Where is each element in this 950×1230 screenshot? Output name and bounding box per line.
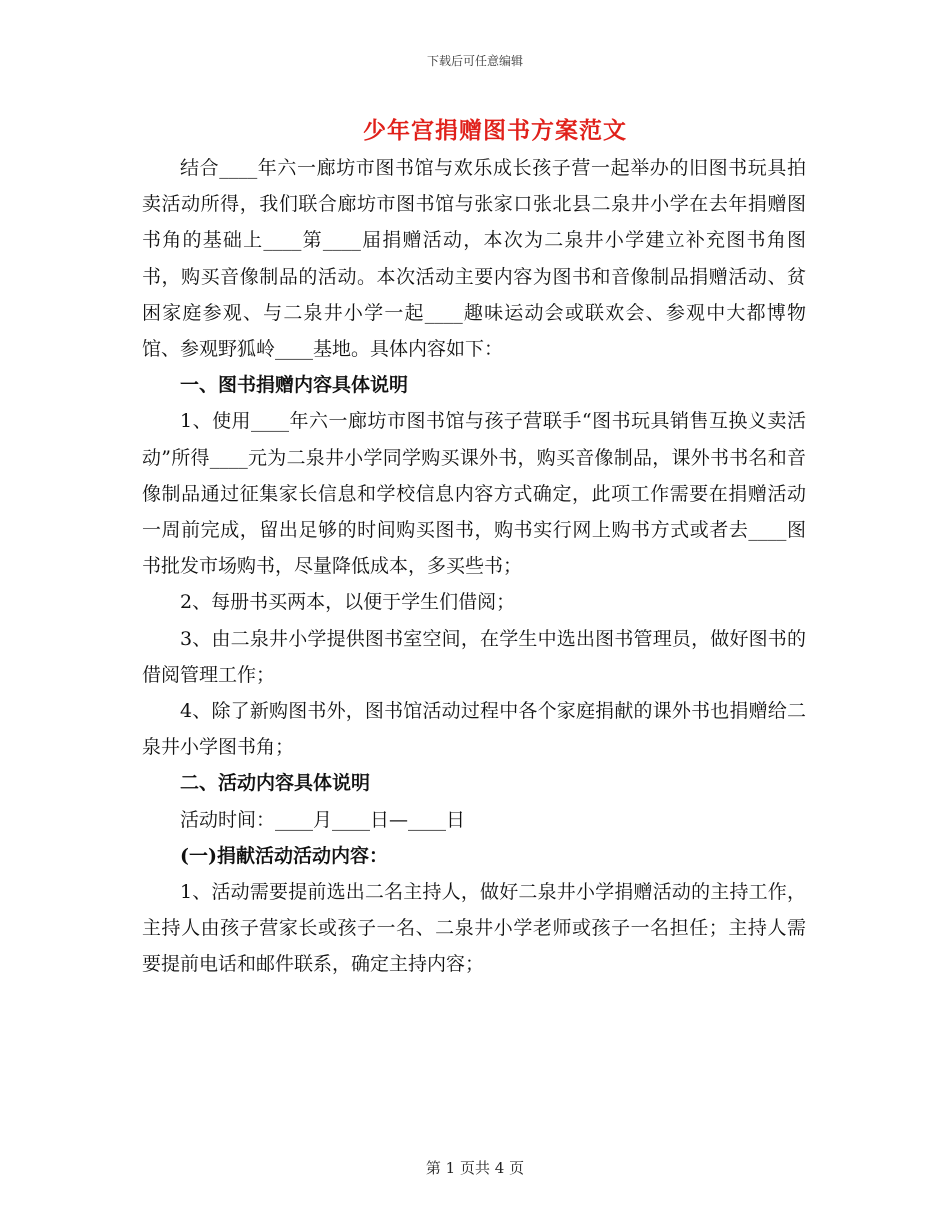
activity-time: 活动时间：____月____日—____日	[180, 808, 466, 831]
body-paragraph: 2、每册书买两本，以便于学生们借阅；	[180, 591, 516, 614]
document-title: 少年宫捐赠图书方案范文	[363, 117, 627, 144]
intro-paragraph: 结合____年六一廊坊市图书馆与欢乐成长孩子营一起举办的旧图书玩具拍卖活动所得，我们联合廊坊市图书馆与张家口张北县二泉井小学在去年捐赠图书角的基础上____第____届捐赠活动，本次为二泉井小学建立补充图书角图书，购买音像制品的活动。本次活动主要内容为图书和音像制品捐赠活动、贫困家庭参观、与二泉井小学一起____趣味运动会或联欢会、参观中大都博物馆、参观野狐岭____基地。具体内容如下：	[142, 157, 806, 361]
body-paragraph: 3、由二泉井小学提供图书室空间，在学生中选出图书管理员，做好图书的借阅管理工作；	[142, 627, 806, 686]
subsection-heading: (一)捐献活动活动内容：	[180, 844, 388, 867]
body-paragraph: 1、使用____年六一廊坊市图书馆与孩子营联手“图书玩具销售互换义卖活动”所得____元为二泉井小学同学购买课外书，购买音像制品，课外书书名和音像制品通过征集家长信息和学校信息内容方式确定，此项工作需要在捐赠活动一周前完成，留出足够的时间购买图书，购书实行网上购书方式或者去____图书批发市场购书，尽量降低成本，多买些书；	[142, 410, 806, 578]
page-footer: 第 1 页共 4 页	[425, 1159, 525, 1177]
page-header-note: 下载后可任意编辑	[426, 54, 523, 68]
section-heading-2: 二、活动内容具体说明	[180, 772, 371, 795]
document-body	[142, 150, 806, 983]
body-paragraph: 1、活动需要提前选出二名主持人，做好二泉井小学捐赠活动的主持工作，主持人由孩子营家长或孩子一名、二泉井小学老师或孩子一名担任；主持人需要提前电话和邮件联系，确定主持内容；	[142, 881, 806, 976]
body-paragraph: 4、除了新购图书外，图书馆活动过程中各个家庭捐献的课外书也捐赠给二泉井小学图书角；	[142, 700, 806, 759]
section-heading-1: 一、图书捐赠内容具体说明	[180, 374, 409, 397]
